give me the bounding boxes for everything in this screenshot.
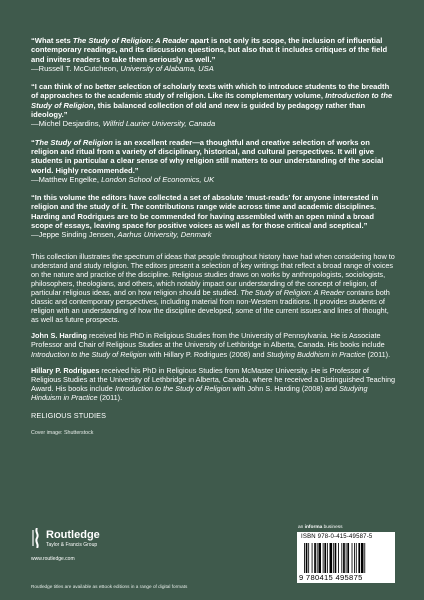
barcode-bar (306, 543, 308, 573)
barcode-bar (354, 543, 355, 573)
barcode-icon (304, 543, 391, 573)
publisher-url[interactable]: www.routledge.com (31, 556, 75, 562)
subject-category: RELIGIOUS STUDIES (31, 411, 107, 421)
barcode-bar (358, 543, 360, 573)
editor-bio-harding: John S. Harding received his PhD in Religious Studies from the University of Pennsylvania. He is Associate Professor and Chair of Religious Studies at the University of Lethbridge in Alberta, Canada. His books include Introduction to the Study of Religion with Hillary P. Rodrigues (2008) and Studying Buddhism in Practice (2011). (31, 331, 391, 359)
barcode-bar (312, 543, 313, 573)
isbn-barcode-box (297, 532, 395, 583)
barcode-bar (361, 543, 364, 573)
barcode-bar (323, 543, 324, 573)
barcode-bar (356, 543, 357, 573)
quote-attribution: —Matthew Engelke, London School of Economics, UK (31, 174, 215, 184)
barcode-bar (364, 543, 365, 573)
review-quote-mccutcheon: “What sets The Study of Religion: A Reader apart is not only its scope, the inclusion of influential contemporary readings, and its discussion questions, but also that it includes critiques of the field and invites readers to take them seriously as well.” —Russell T. McCutcheon, University of Alabama, USA (31, 36, 397, 73)
review-quote-jensen: “In this volume the editors have collected a set of absolute ‘must-reads’ for anyone interested in religion and the study of it. The contributions range wide across time and academic disciplines. Harding and Rodrigues are to be commended for having assembled with an open mind a broad scope of essays, leaving space for positive voices as well as for those critical and sceptical.” —Jeppe Sinding Jensen, Aarhus University, Denmark (31, 193, 397, 239)
back-cover-content (31, 36, 397, 436)
barcode-bar (343, 543, 345, 573)
barcode-bar (308, 543, 309, 573)
barcode-digits: 9 780415 495875 (299, 573, 363, 582)
quote-attribution: —Michel Desjardins, Wilfrid Laurier University, Canada (31, 119, 216, 129)
barcode-bar (338, 543, 339, 573)
barcode-bar (347, 543, 349, 573)
routledge-logo-icon (31, 528, 43, 548)
barcode-bar (317, 543, 318, 573)
review-quote-desjardins: “I can think of no better selection of scholarly texts with which to introduce students to the breadth of approaches to the academic study of religion. Like its complementary volume, Introduction to the Study of Religion, this balanced collection of old and new is guided by pedagogy rather than ideology.” —Michel Desjardins, Wilfrid Laurier University, Canada (31, 82, 397, 128)
barcode-bar (341, 543, 342, 573)
barcode-bar (314, 543, 316, 573)
book-description: This collection illustrates the spectrum of ideas that people throughout history have had when considering how to understand and study religion. The editors present a selection of key writings that reflect a broad range of voices on the nature and practice of the discipline. Religious studies draws on works by anthropologists, sociologists, philosophers, theologians, and others, which notably impact our understanding of the concept of religion, of particular religious ideas, and on how religion should be studied. The Study of Religion: A Reader contains both classic and contemporary perspectives, including material from non-Western traditions. It provides students of religion with an understanding of how the discipline developed, some of the current issues and lines of thought, as well as future prospects. (31, 251, 395, 325)
cover-image-credit: Cover image: Shutterstock (31, 430, 94, 437)
barcode-bar (335, 543, 337, 573)
quote-attribution: —Jeppe Sinding Jensen, Aarhus University, Denmark (31, 230, 212, 240)
barcode-bar (318, 543, 321, 573)
isbn-label: ISBN 978-0-415-49587-5 (301, 534, 373, 540)
barcode-bar (333, 543, 334, 573)
barcode-bar (330, 543, 333, 573)
publisher-name: Routledge (46, 529, 100, 541)
barcode-bar (346, 543, 347, 573)
editor-bio-rodrigues: Hillary P. Rodrigues received his PhD in Religious Studies from McMaster University. He is Professor of Religious Studies at the University of Lethbridge in Alberta, Canada, where he received a Distinguished Teaching Award. His books include Introduction to the Study of Religion with John S. Harding (2008) and Studying Hinduism in Practice (2011). (31, 365, 396, 402)
barcode-bar (304, 543, 305, 573)
ebook-note: Routledge titles are available as eBook editions in a range of digital formats (31, 584, 188, 589)
publisher-group: Taylor & Francis Group (46, 542, 98, 548)
review-quote-engelke: “The Study of Religion is an excellent reader—a thoughtful and creative selection of works on religion and ritual from a variety of disciplinary, historical, and cultural perspectives. It will give students in particular a clear sense of why religion still matters to our understanding of the social world. Highly recommended.” —Matthew Engelke, London School of Economics, UK (31, 138, 397, 184)
quote-attribution: —Russell T. McCutcheon, University of Alabama, USA (31, 63, 214, 73)
informa-business-label: an informa business (298, 525, 343, 530)
barcode-bar (327, 543, 328, 573)
barcode-bar (324, 543, 326, 573)
barcode-bar (352, 543, 353, 573)
